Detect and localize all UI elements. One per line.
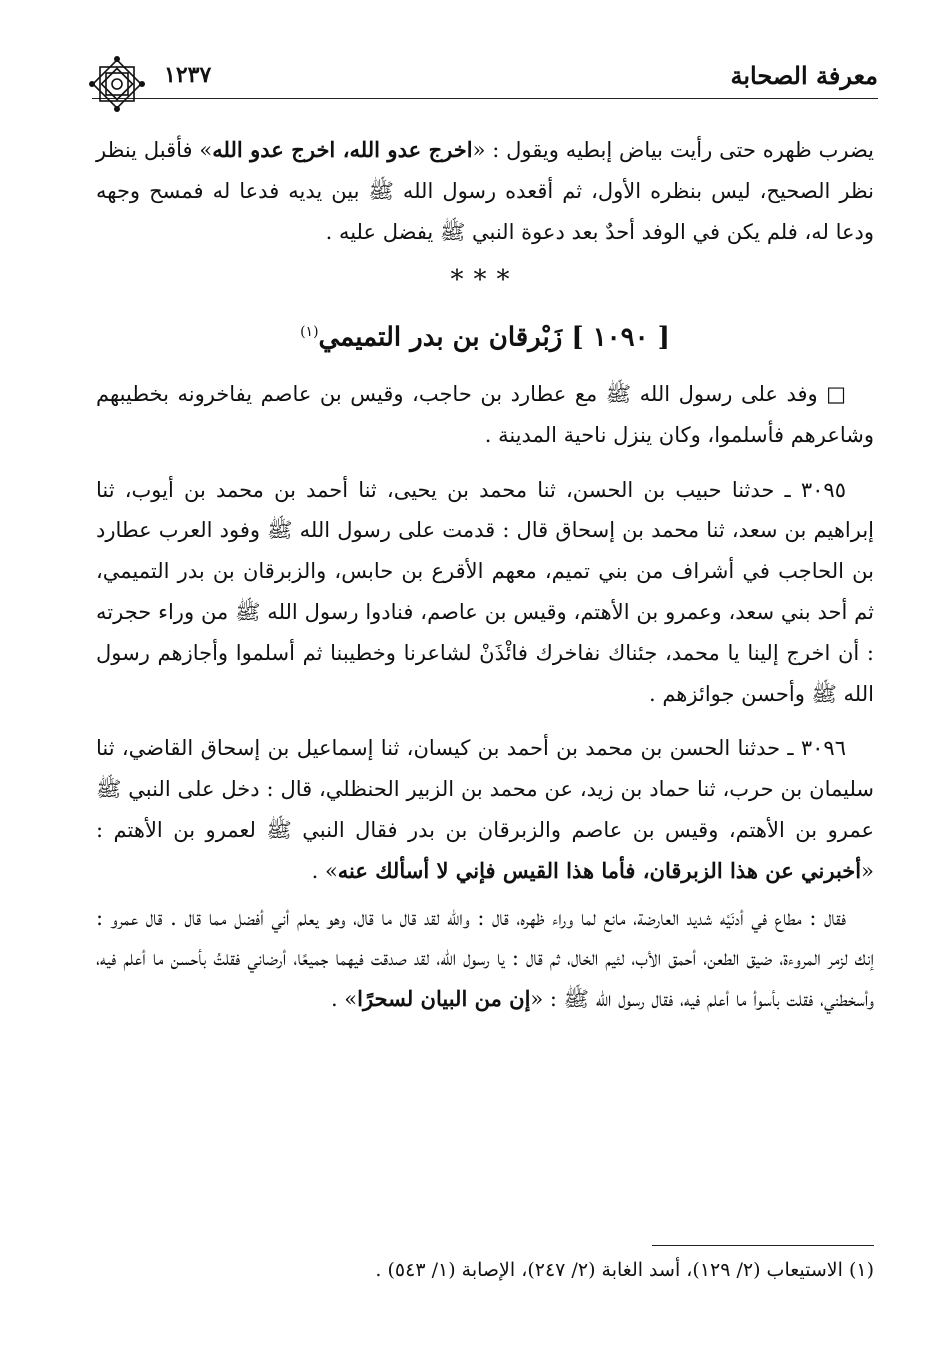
footnote: (١) الاستيعاب (٢/ ١٢٩)، أسد الغابة (٢/ ٢٤٧)، الإصابة (١/ ٥٤٣) . <box>375 1259 874 1281</box>
page-header <box>92 52 878 99</box>
entry-intro-paragraph: □ وفد على رسول الله ﷺ مع عطارد بن حاجب، وقيس بن عاصم يفاخرونه بخطيبهم وشاعرهم فأسلموا، وكان ينزل ناحية المدينة . <box>96 382 874 447</box>
prophetic-quote: إن من البيان لسحرًا <box>357 986 531 1012</box>
footnote-marker: (١) <box>300 324 319 341</box>
text-span: فقال : مطاع في أدنَيْه شديد العارضة، مانع لما وراء ظهره، قال : والله لقد قال ما قال، وهو يعلم أني أفضل مما قال . قال عمرو : إنك لزمر المروءة، ضيق الطعن، أحمق الأب، لئيم الخال، ثم قال : يا رسول الله، لقد صدقت فيهما جميعًا، أرضاني فقلتُ بأحسن ما أعلم فيه، وأسخطني، فقلت بأسوأ ما أعلم فيه، فقال رسول الله ﷺ : « <box>96 905 874 1012</box>
page-body <box>96 130 874 1020</box>
prophetic-quote: أخبرني عن هذا الزبرقان، فأما هذا القيس فإني لا أسألك عنه <box>337 857 862 883</box>
hadith-3096 <box>96 728 874 891</box>
octagonal-star-ornament-icon <box>88 55 146 113</box>
entry-heading <box>96 310 874 360</box>
paragraph-gap <box>96 714 874 728</box>
text-span: » فأقبل ينظر نظر الصحيح، ليس بنظره الأول، ثم أقعده رسول الله ﷺ بين يديه فدعا له فمسح وجهه ودعا له، فلم يكن في الوفد أحدٌ بعد دعوة النبي ﷺ يفضل عليه . <box>96 138 874 244</box>
paragraph-gap <box>96 456 874 470</box>
hadith-3095: ٣٠٩٥ ـ حدثنا حبيب بن الحسن، ثنا محمد بن يحيى، ثنا أحمد بن محمد بن أيوب، ثنا إبراهيم بن سعد، ثنا محمد بن إسحاق قال : قدمت على رسول الله ﷺ وفود العرب عطارد بن الحاجب في أشراف من بني تميم، معهم الأقرع بن حابس، والزبرقان بن بدر التميمي، ثم أحد بني سعد، وعمرو بن الأهتم، وقيس بن عاصم، فنادوا رسول الله ﷺ من وراء حجرته : أن اخرج إلينا يا محمد، جئناك نفاخرك فائْذَنْ لشاعرنا وخطيبنا ثم أسلموا وأجازهم رسول الله ﷺ وأحسن جوائزهم . <box>96 477 874 706</box>
running-title: معرفة الصحابة <box>730 60 878 90</box>
text-span: ٣٠٩٦ ـ حدثنا الحسن بن محمد بن أحمد بن كيسان، ثنا إسماعيل بن إسحاق القاضي، ثنا سليمان بن حرب، ثنا حماد بن زيد، عن محمد بن الزبير الحنظلي، قال : دخل على النبي ﷺ عمرو بن الأهتم، وقيس بن عاصم والزبرقان بن بدر فقال النبي ﷺ لعمرو بن الأهتم : « <box>96 736 874 883</box>
heading-text: [ ١٠٩٠ ] زَبْرقان بن بدر التميمي <box>318 323 670 354</box>
text-span: » . <box>311 858 338 883</box>
text-span: يضرب ظهره حتى رأيت بياض إبطيه ويقول : « <box>472 138 874 162</box>
page-number: ١٢٣٧ <box>164 62 212 88</box>
paragraph-dialogue <box>96 898 874 1020</box>
paragraph-continuation <box>96 130 874 252</box>
section-separator: *** <box>450 265 520 296</box>
text-span: » . <box>330 987 358 1012</box>
prophetic-quote: اخرج عدو الله، اخرج عدو الله <box>212 137 473 162</box>
footnote-divider <box>652 1245 874 1246</box>
